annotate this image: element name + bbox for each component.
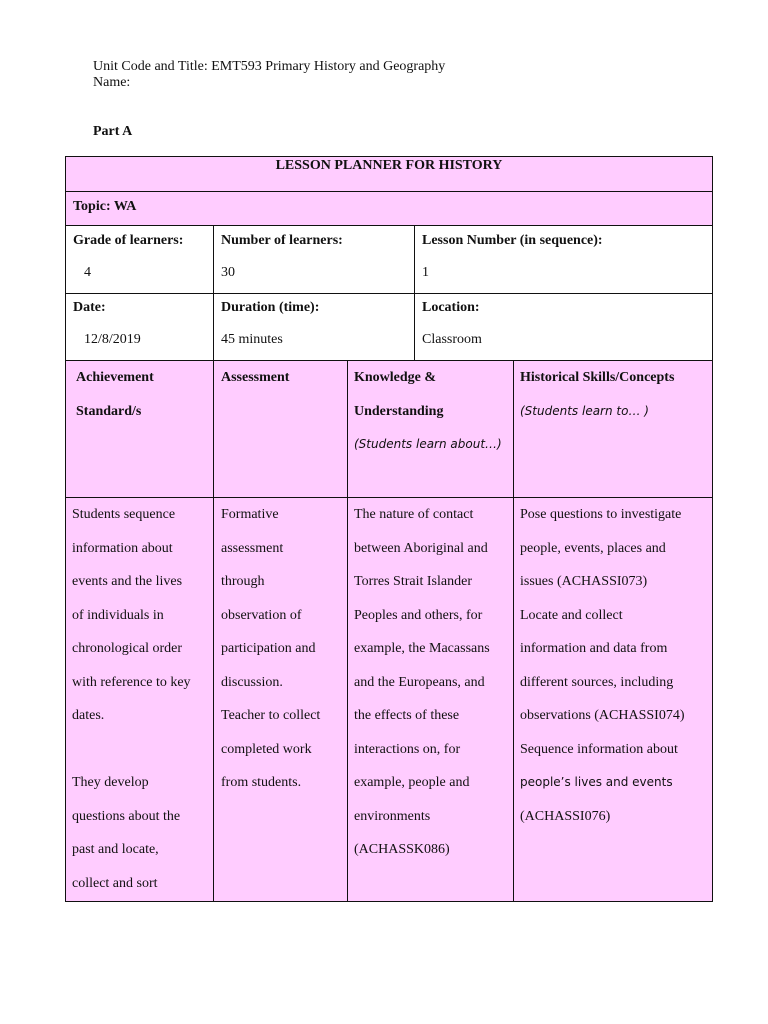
knowledge-line: Torres Strait Islander [354, 574, 472, 589]
skills-header-note: (Students learn to… ) [520, 403, 649, 418]
skills-line: Pose questions to investigate [520, 507, 682, 522]
achievement-content [65, 497, 214, 902]
location-label: Location: [422, 300, 480, 315]
skills-line: (ACHASSI076) [520, 808, 611, 824]
skills-line: Locate and collect [520, 607, 623, 623]
date-label: Date: [73, 300, 106, 315]
knowledge-header-note: (Students learn about…) [354, 437, 502, 451]
assessment-header [213, 360, 348, 498]
skills-header-label: Historical Skills/Concepts [520, 370, 675, 385]
number-value: 30 [221, 265, 235, 280]
assessment-line: discussion. [221, 674, 283, 690]
skills-header [513, 360, 713, 498]
achievement-line: collect and sort [72, 875, 158, 891]
achievement-header [65, 360, 214, 498]
grade-value: 4 [84, 265, 91, 280]
grade-label: Grade of learners: [73, 233, 184, 248]
knowledge-line: and the Europeans, and [354, 674, 485, 690]
knowledge-line: The nature of contact [354, 507, 474, 522]
lesson-number-cell [414, 225, 713, 294]
duration-label: Duration (time): [221, 300, 320, 315]
duration-cell [213, 293, 415, 361]
knowledge-line: example, people and [354, 775, 470, 790]
skills-line: information and data from [520, 641, 668, 656]
achievement-line: of individuals in [72, 607, 164, 623]
date-cell [65, 293, 214, 361]
achievement-line: chronological order [72, 641, 183, 656]
knowledge-line: environments [354, 808, 431, 824]
lesson-planner-table [65, 156, 713, 902]
skills-line: different sources, including [520, 674, 674, 690]
achievement-line: dates. [72, 708, 105, 723]
achievement-line: events and the lives [72, 574, 183, 589]
grade-cell [65, 225, 214, 294]
assessment-line: assessment [221, 540, 284, 556]
assessment-header-label: Assessment [221, 370, 290, 385]
knowledge-content [347, 497, 514, 902]
achievement-header-line1: Achievement [76, 370, 154, 385]
assessment-line: Teacher to collect [221, 708, 321, 723]
achievement-line: information about [72, 540, 173, 556]
achievement-line: Students sequence [72, 507, 176, 522]
knowledge-line: (ACHASSK086) [354, 842, 450, 857]
knowledge-line: example, the Macassans [354, 641, 490, 656]
planner-title: LESSON PLANNER FOR HISTORY [65, 156, 713, 192]
duration-value: 45 minutes [221, 332, 283, 347]
achievement-line: with reference to key [72, 674, 191, 690]
lesson-number-label: Lesson Number (in sequence): [422, 233, 603, 248]
assessment-line: completed work [221, 741, 312, 757]
knowledge-line: interactions on, for [354, 741, 461, 757]
assessment-line: Formative [221, 507, 279, 522]
location-value: Classroom [422, 332, 482, 347]
skills-line: people, events, places and [520, 540, 666, 556]
knowledge-line: Peoples and others, for [354, 607, 483, 623]
knowledge-header-line2: Understanding [354, 403, 444, 419]
name-line: Name: [93, 75, 131, 90]
assessment-line: observation of [221, 607, 302, 623]
skills-content [513, 497, 713, 902]
topic-label: Topic: WA [65, 191, 713, 226]
number-label: Number of learners: [221, 233, 343, 248]
date-value: 12/8/2019 [84, 332, 141, 347]
skills-line: people’s lives and events [520, 775, 673, 789]
achievement-header-line2: Standard/s [76, 403, 142, 419]
skills-line: issues (ACHASSI073) [520, 574, 648, 589]
knowledge-line: between Aboriginal and [354, 540, 488, 556]
assessment-line: through [221, 574, 265, 589]
assessment-line: participation and [221, 641, 316, 656]
unit-title-line: Unit Code and Title: EMT593 Primary History and Geography [93, 59, 446, 74]
location-cell [414, 293, 713, 361]
part-label: Part A [93, 124, 133, 139]
achievement-line: They develop [72, 775, 149, 790]
knowledge-line: the effects of these [354, 708, 460, 723]
skills-line: Sequence information about [520, 741, 678, 757]
number-cell [213, 225, 415, 294]
achievement-line: past and locate, [72, 842, 159, 857]
assessment-line: from students. [221, 775, 302, 790]
knowledge-header-line1: Knowledge & [354, 370, 437, 385]
lesson-number-value: 1 [422, 265, 429, 280]
achievement-line: questions about the [72, 808, 181, 824]
knowledge-header [347, 360, 514, 498]
skills-line: observations (ACHASSI074) [520, 708, 685, 723]
assessment-content [213, 497, 348, 902]
